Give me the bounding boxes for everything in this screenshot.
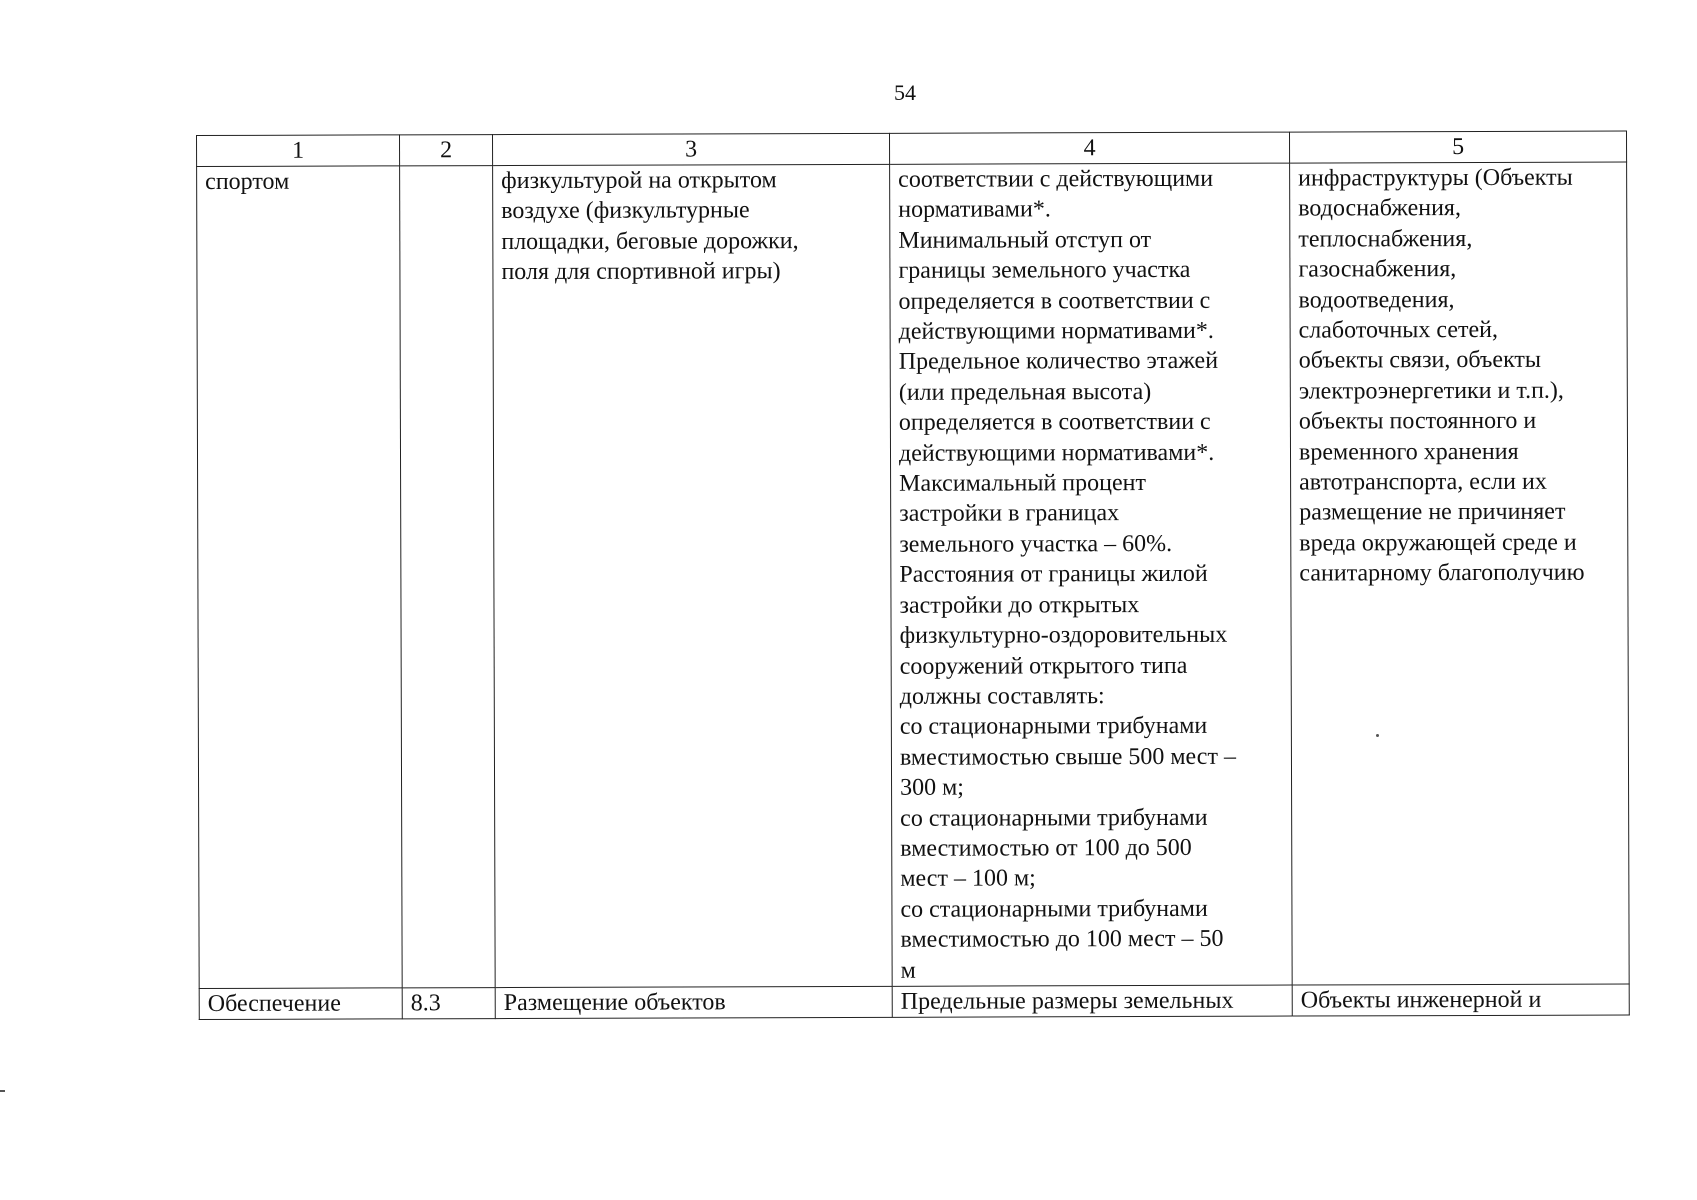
cell-description: физкультурой на открытом воздухе (физкультурные площадки, беговые дорожки, поля для спортивной игры)	[493, 164, 893, 987]
table-row	[197, 162, 1630, 988]
cell-code	[400, 166, 496, 988]
cell-code: 8.3	[402, 988, 495, 1019]
scan-speck	[1376, 734, 1379, 737]
cell-use-type: Обеспечение	[199, 988, 402, 1020]
cell-use-type: спортом	[197, 166, 403, 989]
cell-parameters: соответствии с действующими нормативами*. Минимальный отступ от границы земельного участка определяется в соответствии с действующими нормативами*. Предельное количество этажей (или предельная высота) определяется в соответствии с действующими нормативами*. Максимальный процент застройки в границах земельного участка – 60%. Расстояния от границы жилой застройки до открытых физкультурно-оздоровительных сооружений открытого типа должны составлять: со стационарными трибунами вместимостью свыше 500 мест – 300 м; со стационарными трибунами вместимостью от 100 до 500 мест – 100 м; со стационарными трибунами вместимостью до 100 мест – 50 м	[890, 163, 1293, 986]
table-row	[199, 984, 1629, 1019]
cell-parameters: Предельные размеры земельных	[892, 985, 1292, 1017]
header-col-4: 4	[889, 132, 1289, 164]
cell-auxiliary-uses: инфраструктуры (Объекты водоснабжения, теплоснабжения, газоснабжения, водоотведения, слаботочных сетей, объекты связи, объекты электроэнергетики и т.п.), объекты постоянного и временного хранения автотранспорта, если их размещение не причиняет вреда окружающей среде и санитарному благополучию	[1290, 162, 1630, 985]
page-number: 54	[894, 80, 916, 105]
zoning-table	[196, 131, 1630, 1020]
scan-speck	[0, 1090, 5, 1092]
header-col-3: 3	[493, 133, 890, 165]
header-col-2: 2	[400, 135, 493, 166]
table-header-row	[197, 131, 1627, 166]
cell-description: Размещение объектов	[495, 986, 892, 1018]
cell-auxiliary-uses: Объекты инженерной и	[1292, 984, 1629, 1016]
header-col-5: 5	[1289, 131, 1626, 163]
header-col-1: 1	[197, 135, 400, 167]
